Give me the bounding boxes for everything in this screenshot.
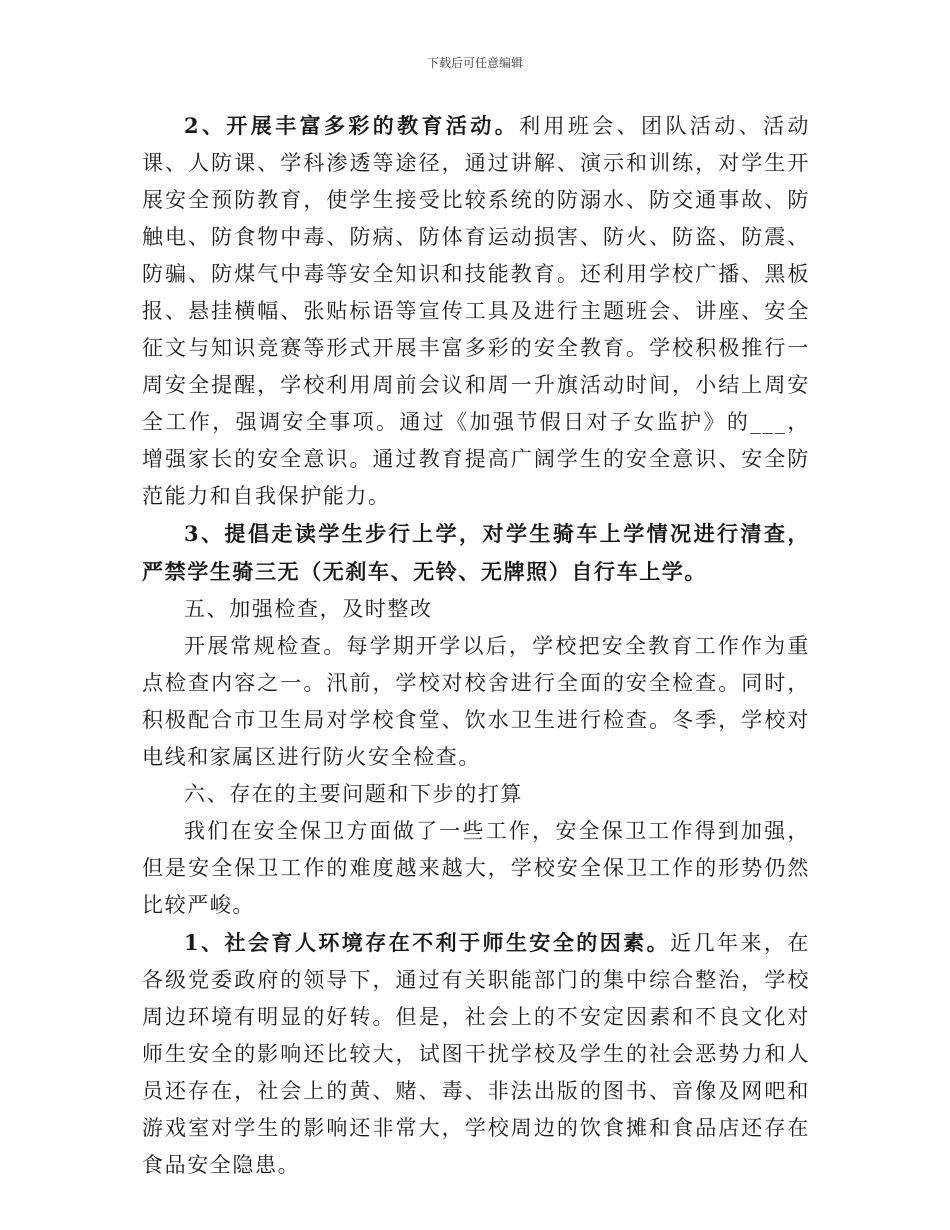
paragraph-text: 近几年来，在各级党委政府的领导下，通过有关职能部门的集中综合整治，学校周边环境有明显的好转。但是，社会上的不安定因素和不良文化对师生安全的影响还比较大，试图干扰学校及学生的社会恶势力和人员还存在，社会上的黄、赌、毒、非法出版的图书、音像及网吧和游戏室对学生的影响还非常大，学校周边的饮食摊和食品店还存在食品安全隐患。 <box>142 931 810 1177</box>
page-header: 下载后可任意编辑 <box>426 56 523 70</box>
paragraph-social-environment <box>142 924 810 1184</box>
paragraph-education-activities <box>142 107 810 515</box>
heading-text: 五、加强检查，及时整改 <box>184 597 433 621</box>
paragraph-security-situation <box>142 813 810 924</box>
paragraph-lead: 2、开展丰富多彩的教育活动。 <box>184 113 520 138</box>
section-heading-inspection <box>142 591 810 628</box>
section-heading-problems <box>142 776 810 813</box>
paragraph-text: 开展常规检查。每学期开学以后，学校把安全教育工作作为重点检查内容之一。汛前，学校对校舍进行全面的安全检查。同时，积极配合市卫生局对学校食堂、饮水卫生进行检查。冬季，学校对电线和家属区进行防火安全检查。 <box>142 634 810 769</box>
paragraph-text: 我们在安全保卫方面做了一些工作，安全保卫工作得到加强，但是安全保卫工作的难度越来越大，学校安全保卫工作的形势仍然比较严峻。 <box>142 819 810 917</box>
paragraph-walking-to-school <box>142 515 810 591</box>
paragraph-routine-inspection <box>142 628 810 776</box>
paragraph-text: 利用班会、团队活动、活动课、人防课、学科渗透等途径，通过讲解、演示和训练，对学生开展安全预防教育，使学生接受比较系统的防溺水、防交通事故、防触电、防食物中毒、防病、防体育运动损害、防火、防盗、防震、防骗、防煤气中毒等安全知识和技能教育。还利用学校广播、黑板报、悬挂横幅、张贴标语等宣传工具及进行主题班会、讲座、安全征文与知识竞赛等形式开展丰富多彩的安全教育。学校积极推行一周安全提醒，学校利用周前会议和周一升旗活动时间，小结上周安全工作，强调安全事项。通过《加强节假日对子女监护》的___，增强家长的安全意识。通过教育提高广阔学生的安全意识、安全防范能力和自我保护能力。 <box>142 114 810 508</box>
paragraph-lead: 3、提倡走读学生步行上学，对学生骑车上学情况进行清查，严禁学生骑三无（无刹车、无铃、无牌照）自行车上学。 <box>142 521 810 584</box>
heading-text: 六、存在的主要问题和下步的打算 <box>184 782 523 806</box>
document-body <box>142 107 810 1184</box>
paragraph-lead: 1、社会育人环境存在不利于师生安全的因素。 <box>184 930 671 955</box>
